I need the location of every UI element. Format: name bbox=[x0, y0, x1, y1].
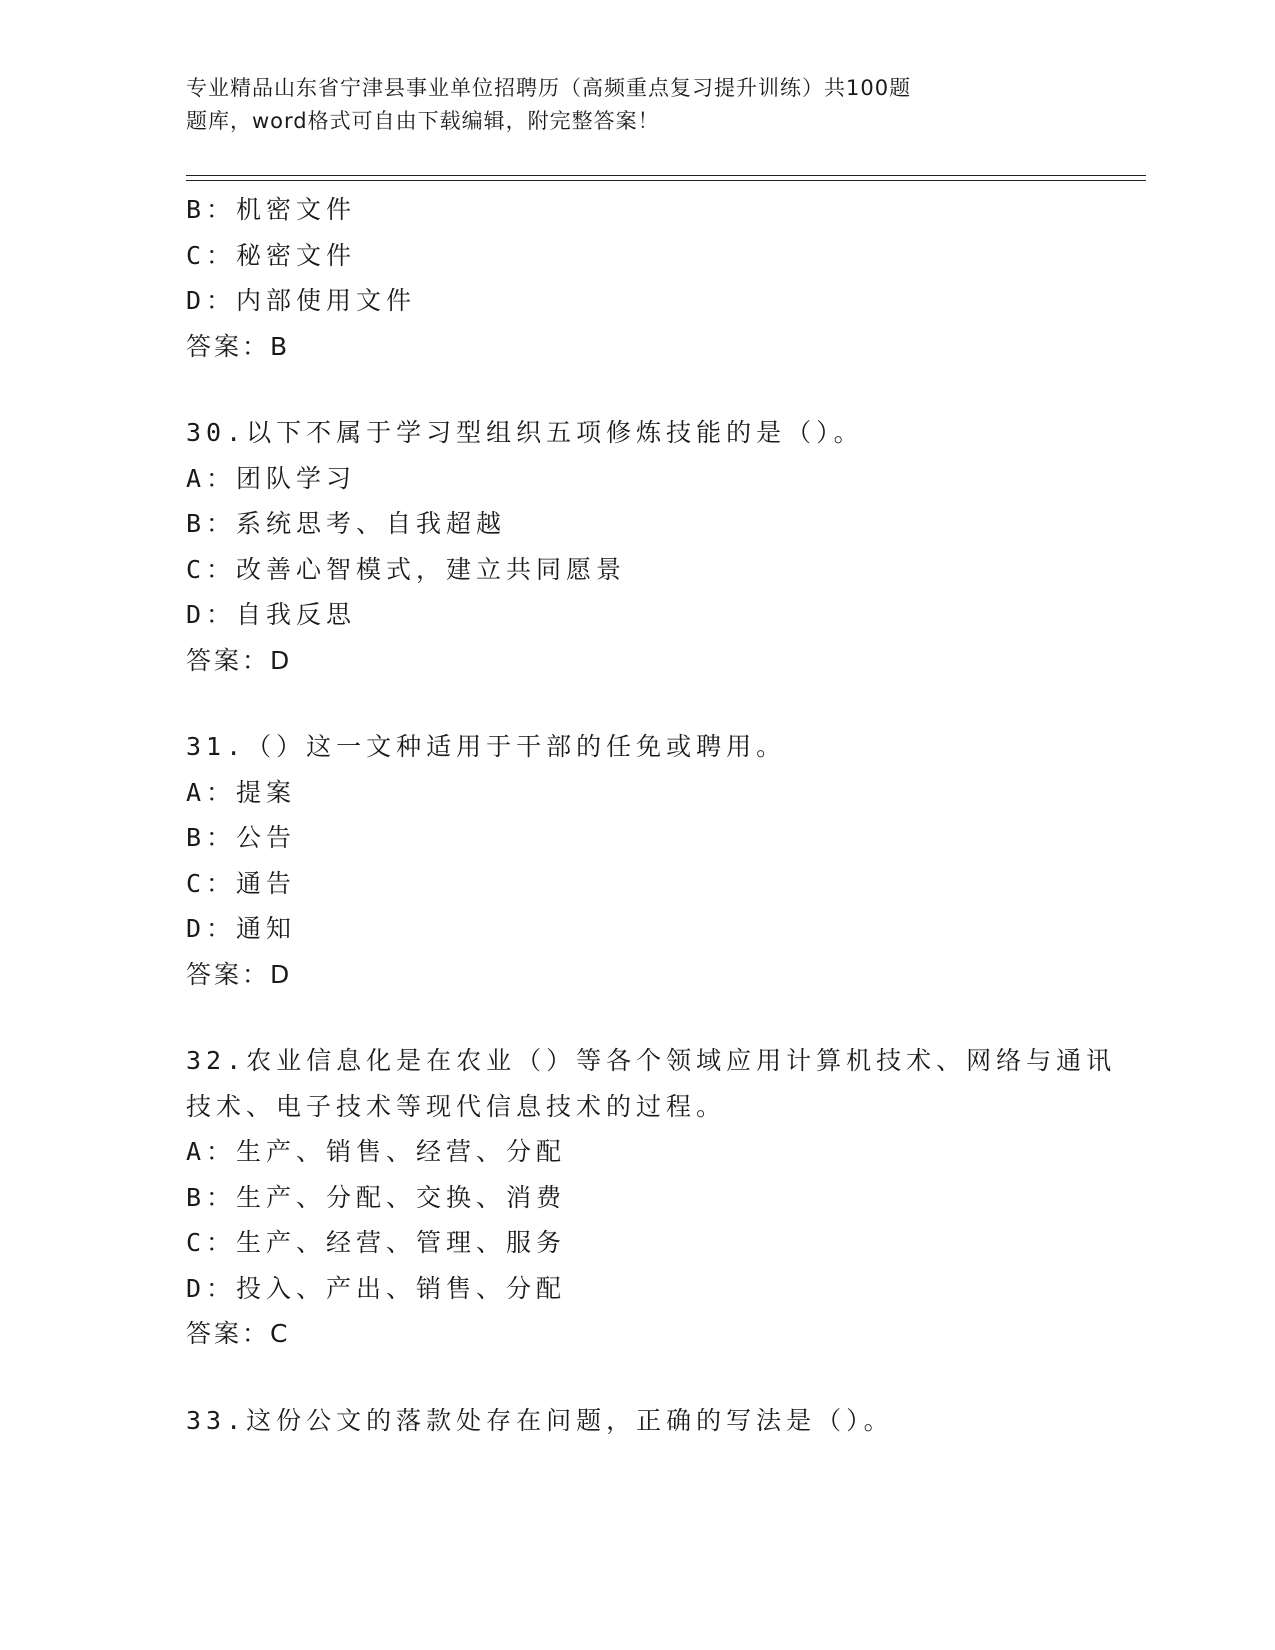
header-title-line-2: 题库，word格式可自由下载编辑，附完整答案！ bbox=[186, 109, 660, 133]
header-title-line-1: 专业精品山东省宁津县事业单位招聘历（高频重点复习提升训练）共100题 bbox=[186, 76, 912, 100]
answer: 答案：D bbox=[186, 959, 293, 989]
option-c: C：生产、经营、管理、服务 bbox=[186, 1228, 567, 1257]
question-stem: 33.这份公文的落款处存在问题，正确的写法是（）。 bbox=[186, 1405, 894, 1435]
option-d: D：通知 bbox=[186, 914, 297, 943]
option-a: A：团队学习 bbox=[186, 463, 357, 493]
option-c: C：改善心智模式，建立共同愿景 bbox=[186, 554, 627, 584]
header-divider-top bbox=[186, 175, 1146, 176]
option-c: C：通告 bbox=[186, 868, 297, 898]
question-stem-line-1: 32.农业信息化是在农业（）等各个领域应用计算机技术、网络与通讯 bbox=[186, 1046, 1117, 1075]
question-stem: 30.以下不属于学习型组织五项修炼技能的是（）。 bbox=[186, 418, 864, 447]
option-b: B：生产、分配、交换、消费 bbox=[186, 1182, 567, 1212]
header-divider-bottom bbox=[186, 180, 1146, 181]
spacer bbox=[186, 1357, 1086, 1398]
question-stem: 31.（）这一文种适用于干部的任免或聘用。 bbox=[186, 732, 787, 761]
option-c: C：秘密文件 bbox=[186, 240, 357, 270]
answer: 答案：B bbox=[186, 331, 291, 361]
prev-question-options bbox=[186, 187, 1086, 369]
option-d: D：内部使用文件 bbox=[186, 286, 417, 315]
answer: 答案：D bbox=[186, 645, 293, 675]
question-32 bbox=[186, 1038, 1117, 1357]
spacer bbox=[186, 997, 1086, 1038]
option-a: A：提案 bbox=[186, 777, 297, 807]
option-b: B：机密文件 bbox=[186, 195, 357, 224]
option-b: B：系统思考、自我超越 bbox=[186, 509, 507, 538]
option-a: A：生产、销售、经营、分配 bbox=[186, 1137, 567, 1166]
question-33 bbox=[186, 1398, 1086, 1444]
document-header bbox=[186, 72, 1026, 138]
option-b: B：公告 bbox=[186, 823, 297, 852]
question-30 bbox=[186, 410, 1086, 683]
question-stem-line-2: 技术、电子技术等现代信息技术的过程。 bbox=[186, 1091, 727, 1121]
answer: 答案：C bbox=[186, 1319, 291, 1348]
spacer bbox=[186, 683, 1086, 724]
spacer bbox=[186, 369, 1086, 410]
option-d: D：投入、产出、销售、分配 bbox=[186, 1273, 567, 1303]
question-31 bbox=[186, 724, 1086, 997]
question-content bbox=[186, 187, 1117, 1443]
option-d: D：自我反思 bbox=[186, 600, 357, 629]
